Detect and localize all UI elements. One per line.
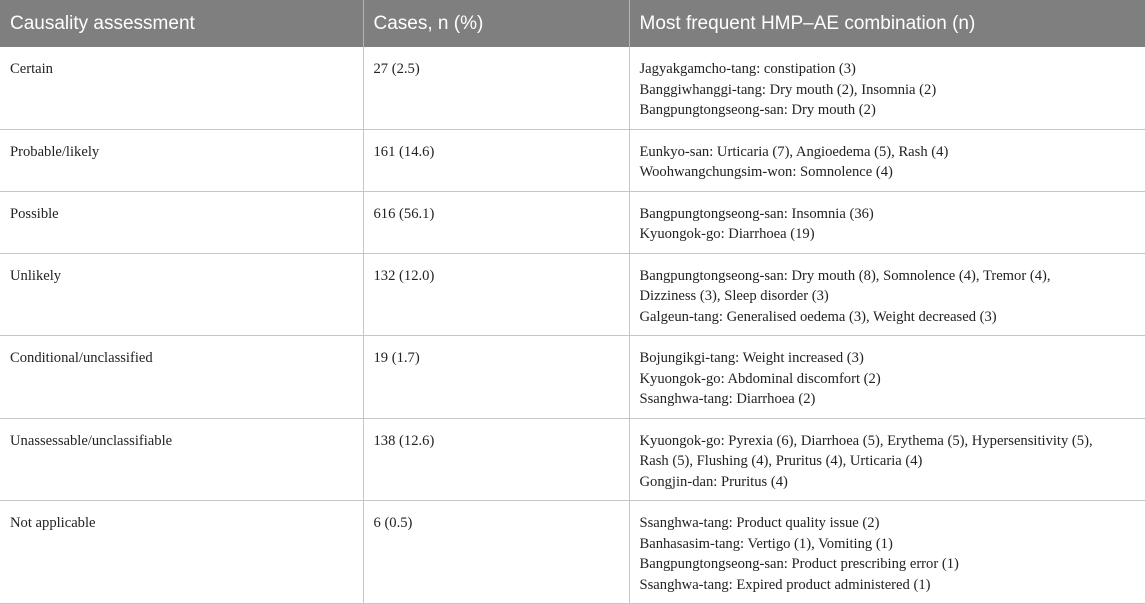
combination-line: Bangpungtongseong-san: Product prescribing error (1) xyxy=(639,556,959,572)
combination-line: Ssanghwa-tang: Expired product administered (1) xyxy=(639,576,931,593)
combination-line: Banggiwhanggi-tang: Dry mouth (2), Insomnia (2) xyxy=(639,81,937,98)
table-row xyxy=(0,418,1145,501)
combination-line: Bangpungtongseong-san: Dry mouth (2) xyxy=(639,102,876,118)
combination-line: Gongjin-dan: Pruritus (4) xyxy=(639,473,788,490)
cell-combinations xyxy=(629,47,1145,129)
combination-line: Eunkyo-san: Urticaria (7), Angioedema (5), Rash (4) xyxy=(639,143,949,160)
cell-assessment: Unassessable/unclassifiable xyxy=(0,418,363,501)
cell-combinations xyxy=(629,418,1145,501)
combination-line: Bojungikgi-tang: Weight increased (3) xyxy=(639,350,864,366)
combination-line: Ssanghwa-tang: Diarrhoea (2) xyxy=(639,391,816,407)
combination-line: Dizziness (3), Sleep disorder (3) xyxy=(639,288,829,304)
combination-line: Galgeun-tang: Generalised oedema (3), Weight decreased (3) xyxy=(639,308,997,325)
header-row xyxy=(0,0,1145,47)
cell-cases: 27 (2.5) xyxy=(363,47,629,129)
cell-cases: 161 (14.6) xyxy=(363,129,629,191)
table-row xyxy=(0,336,1145,419)
cell-assessment: Certain xyxy=(0,47,363,129)
cell-cases: 616 (56.1) xyxy=(363,191,629,253)
header-combination: Most frequent HMP–AE combination (n) xyxy=(629,0,1145,47)
header-causality-assessment: Causality assessment xyxy=(0,0,363,47)
table-row xyxy=(0,501,1145,604)
cell-combinations xyxy=(629,336,1145,419)
combination-line: Jagyakgamcho-tang: constipation (3) xyxy=(639,61,856,77)
table-row xyxy=(0,253,1145,336)
combination-line: Bangpungtongseong-san: Insomnia (36) xyxy=(639,205,874,222)
cell-cases: 138 (12.6) xyxy=(363,418,629,501)
cell-combinations xyxy=(629,253,1145,336)
combination-line: Woohwangchungsim-won: Somnolence (4) xyxy=(639,164,893,180)
cell-assessment: Probable/likely xyxy=(0,129,363,191)
combination-line: Kyuongok-go: Diarrhoea (19) xyxy=(639,226,815,242)
cell-combinations xyxy=(629,501,1145,604)
combination-line: Rash (5), Flushing (4), Pruritus (4), Urticaria (4) xyxy=(639,453,923,469)
cell-assessment: Possible xyxy=(0,191,363,253)
table-row xyxy=(0,191,1145,253)
combination-line: Kyuongok-go: Abdominal discomfort (2) xyxy=(639,370,881,387)
cell-assessment: Unlikely xyxy=(0,253,363,336)
header-cases: Cases, n (%) xyxy=(363,0,629,47)
cell-cases: 132 (12.0) xyxy=(363,253,629,336)
cell-assessment: Not applicable xyxy=(0,501,363,604)
combination-line: Kyuongok-go: Pyrexia (6), Diarrhoea (5), Erythema (5), Hypersensitivity (5), xyxy=(639,432,1093,449)
cell-assessment: Conditional/unclassified xyxy=(0,336,363,419)
combination-line: Bangpungtongseong-san: Dry mouth (8), Somnolence (4), Tremor (4), xyxy=(639,267,1051,284)
table-row xyxy=(0,47,1145,129)
combination-line: Ssanghwa-tang: Product quality issue (2) xyxy=(639,515,880,531)
combination-line: Banhasasim-tang: Vertigo (1), Vomiting (1) xyxy=(639,535,893,552)
cell-cases: 19 (1.7) xyxy=(363,336,629,419)
cell-cases: 6 (0.5) xyxy=(363,501,629,604)
cell-combinations xyxy=(629,191,1145,253)
table-row xyxy=(0,129,1145,191)
cell-combinations xyxy=(629,129,1145,191)
